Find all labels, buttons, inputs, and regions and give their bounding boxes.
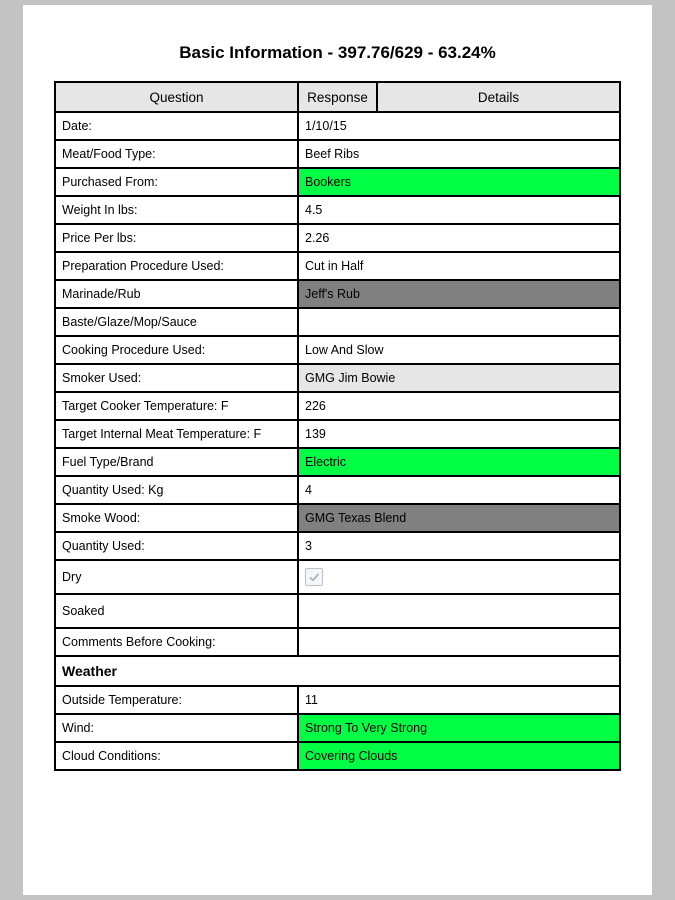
table-row xyxy=(56,195,619,223)
question-label: Dry xyxy=(56,561,299,593)
table-row xyxy=(56,251,619,279)
page-title: Basic Information - 397.76/629 - 63.24% xyxy=(179,43,496,62)
table-row xyxy=(56,531,619,559)
table-row xyxy=(56,741,619,769)
question-label: Target Internal Meat Temperature: F xyxy=(56,421,299,447)
response-cell[interactable] xyxy=(299,477,619,503)
question-label: Marinade/Rub xyxy=(56,281,299,307)
table-row xyxy=(56,223,619,251)
header-question: Question xyxy=(56,83,299,111)
response-cell[interactable] xyxy=(299,337,619,363)
response-cell[interactable] xyxy=(299,169,619,195)
table-row xyxy=(56,139,619,167)
response-value: 1/10/15 xyxy=(305,119,347,133)
table-row xyxy=(56,559,619,593)
response-value: GMG Jim Bowie xyxy=(305,371,396,385)
question-label: Quantity Used: Kg xyxy=(56,477,299,503)
response-cell[interactable] xyxy=(299,197,619,223)
response-cell[interactable] xyxy=(299,449,619,475)
question-label: Weight In lbs: xyxy=(56,197,299,223)
response-cell[interactable] xyxy=(299,365,619,391)
table-row xyxy=(56,307,619,335)
question-label: Purchased From: xyxy=(56,169,299,195)
response-value: 11 xyxy=(305,693,318,707)
table-row xyxy=(56,279,619,307)
table-row xyxy=(56,111,619,139)
table-row xyxy=(56,593,619,627)
response-cell[interactable] xyxy=(299,715,619,741)
table-row xyxy=(56,475,619,503)
response-cell[interactable] xyxy=(299,113,619,139)
question-label: Meat/Food Type: xyxy=(56,141,299,167)
table-row xyxy=(56,713,619,741)
response-value: Electric xyxy=(305,455,346,469)
question-label: Fuel Type/Brand xyxy=(56,449,299,475)
question-label: Cloud Conditions: xyxy=(56,743,299,769)
question-label: Baste/Glaze/Mop/Sauce xyxy=(56,309,299,335)
table-row xyxy=(56,363,619,391)
response-cell[interactable] xyxy=(299,743,619,769)
table-header xyxy=(56,83,619,111)
table-row xyxy=(56,685,619,713)
question-label: Price Per lbs: xyxy=(56,225,299,251)
question-label: Smoke Wood: xyxy=(56,505,299,531)
question-label: Comments Before Cooking: xyxy=(56,629,299,655)
response-value: Covering Clouds xyxy=(305,749,398,763)
response-cell[interactable] xyxy=(299,421,619,447)
response-cell[interactable] xyxy=(299,281,619,307)
table-row xyxy=(56,419,619,447)
response-cell[interactable] xyxy=(299,225,619,251)
response-cell[interactable] xyxy=(299,561,619,593)
response-cell[interactable] xyxy=(299,393,619,419)
response-cell[interactable] xyxy=(299,533,619,559)
table-row xyxy=(56,391,619,419)
table-row xyxy=(56,167,619,195)
table-row xyxy=(56,447,619,475)
response-cell[interactable] xyxy=(299,629,619,655)
question-label: Date: xyxy=(56,113,299,139)
response-cell[interactable] xyxy=(299,309,619,335)
response-value: Cut in Half xyxy=(305,259,364,273)
question-label: Smoker Used: xyxy=(56,365,299,391)
document-page xyxy=(23,5,652,895)
response-cell[interactable] xyxy=(299,253,619,279)
response-value: Strong To Very Strong xyxy=(305,721,428,735)
question-label: Outside Temperature: xyxy=(56,687,299,713)
response-value: 2.26 xyxy=(305,231,330,245)
header-details[interactable]: Details xyxy=(378,83,619,111)
question-label: Preparation Procedure Used: xyxy=(56,253,299,279)
response-value: Beef Ribs xyxy=(305,147,360,161)
response-value: Low And Slow xyxy=(305,343,384,357)
question-label: Soaked xyxy=(56,595,299,627)
response-value: Jeff's Rub xyxy=(305,287,360,301)
table-row xyxy=(56,627,619,655)
dry-checkbox[interactable] xyxy=(305,568,323,586)
response-cell[interactable] xyxy=(299,141,619,167)
header-response[interactable]: Response xyxy=(299,83,378,111)
table-row xyxy=(56,503,619,531)
section-title: Weather xyxy=(62,663,117,679)
response-value: 226 xyxy=(305,399,326,413)
question-label: Cooking Procedure Used: xyxy=(56,337,299,363)
question-label: Target Cooker Temperature: F xyxy=(56,393,299,419)
section-weather xyxy=(56,655,619,685)
response-value: GMG Texas Blend xyxy=(305,511,407,525)
question-label: Quantity Used: xyxy=(56,533,299,559)
response-value: 139 xyxy=(305,427,326,441)
info-table xyxy=(54,81,621,771)
question-label: Wind: xyxy=(56,715,299,741)
response-value: 3 xyxy=(305,539,312,553)
response-value: 4.5 xyxy=(305,203,323,217)
response-value: Bookers xyxy=(305,175,351,189)
checkmark-icon xyxy=(308,571,320,583)
response-value: 4 xyxy=(305,483,312,497)
table-row xyxy=(56,335,619,363)
response-cell[interactable] xyxy=(299,595,619,627)
response-cell[interactable] xyxy=(299,505,619,531)
response-cell[interactable] xyxy=(299,687,619,713)
